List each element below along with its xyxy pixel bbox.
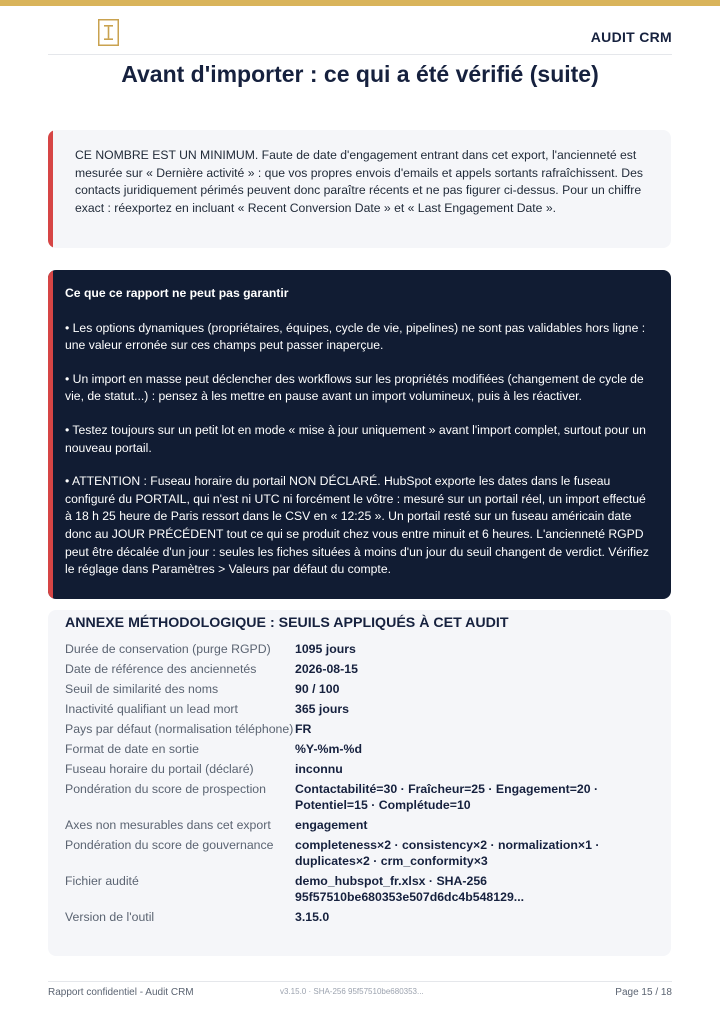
limitation-item: • ATTENTION : Fuseau horaire du portail NON DÉCLARÉ. HubSpot exporte les dates dans le fuseau configuré du PORTAIL, qui n'est ni UTC ni forcément le vôtre : mesuré sur un portail réel, un import effectué à 18 h 25 heure de Paris ressort dans le CSV en « 12:25 ». Un portail resté sur un fuseau américain date donc au JOUR PRÉCÉDENT tout ce qui se produit chez vous entre minuit et 6 heures. L'ancienneté RGPD peut être décalée d'un jour : seules les fiches situées à moins d'un jour du seuil changent de verdict. Vérifiez le réglage dans Paramètres > Valeurs par défaut du compte.	[65, 474, 649, 577]
threshold-value: FR	[295, 722, 312, 736]
header-divider	[48, 54, 672, 55]
threshold-row	[65, 781, 655, 813]
threshold-label: Version de l'outil	[65, 910, 155, 924]
threshold-label: Axes non mesurables dans cet export	[65, 818, 271, 832]
limitation-item: • Un import en masse peut déclencher des workflows sur les propriétés modifiées (changement de cycle de vie, de statut...) : pensez à les mettre en pause avant un import volumineux, puis à les réactiver.	[65, 371, 644, 404]
threshold-row	[65, 661, 655, 677]
footer-divider	[48, 981, 672, 982]
threshold-list	[65, 641, 655, 929]
footer-version: v3.15.0 · SHA-256 95f57510be680353...	[280, 987, 424, 996]
top-accent-bar	[0, 0, 720, 6]
threshold-label: Pondération du score de gouvernance	[65, 838, 274, 852]
threshold-value: completeness×2 · consistency×2 · normalization×1 · duplicates×2 · crm_conformity×3	[295, 838, 600, 868]
threshold-row	[65, 701, 655, 717]
threshold-row	[65, 909, 655, 925]
threshold-value: demo_hubspot_fr.xlsx · SHA-256 95f57510be680353e507d6dc4b548129...	[295, 874, 525, 904]
threshold-row	[65, 817, 655, 833]
page-title: Avant d'importer : ce qui a été vérifié (suite)	[121, 61, 599, 87]
threshold-row	[65, 641, 655, 657]
threshold-label: Format de date en sortie	[65, 742, 199, 756]
threshold-label: Pays par défaut (normalisation téléphone)	[65, 722, 294, 736]
minimum-note-box	[48, 130, 671, 248]
page-number: Page 15 / 18	[615, 987, 672, 998]
brand-name: AUDIT CRM	[590, 29, 672, 45]
threshold-value: engagement	[295, 818, 368, 832]
limitations-box	[48, 270, 671, 599]
threshold-label: Fichier audité	[65, 874, 139, 888]
threshold-value: 1095 jours	[295, 642, 356, 656]
threshold-value: 365 jours	[295, 702, 349, 716]
threshold-row	[65, 837, 655, 869]
threshold-row	[65, 681, 655, 697]
annex-title: ANNEXE MÉTHODOLOGIQUE : SEUILS APPLIQUÉS À CET AUDIT	[65, 615, 509, 631]
threshold-value: %Y-%m-%d	[295, 742, 362, 756]
minimum-note-text: CE NOMBRE EST UN MINIMUM. Faute de date d'engagement entrant dans cet export, l'ancienneté est mesurée sur « Dernière activité » : que vos propres envois d'emails et appels sortants rafraîchissent. Des contacts juridiquement périmés peuvent donc paraître récents et ne pas figurer ci-dessus. Pour un chiffre exact : réexportez en incluant « Recent Conversion Date » et « Last Engagement Date ».	[75, 148, 643, 215]
threshold-label: Pondération du score de prospection	[65, 782, 266, 796]
threshold-label: Durée de conservation (purge RGPD)	[65, 642, 271, 656]
threshold-label: Inactivité qualifiant un lead mort	[65, 702, 238, 716]
methodology-annex	[48, 610, 671, 956]
limitations-title: Ce que ce rapport ne peut pas garantir	[65, 286, 289, 300]
limitation-item: • Testez toujours sur un petit lot en mode « mise à jour uniquement » avant l'import complet, surtout pour un nouveau portail.	[65, 422, 646, 455]
threshold-label: Fuseau horaire du portail (déclaré)	[65, 762, 254, 776]
threshold-value: inconnu	[295, 762, 343, 776]
threshold-row	[65, 761, 655, 777]
footer-confidential: Rapport confidentiel - Audit CRM	[48, 987, 194, 998]
threshold-value: 2026-08-15	[295, 662, 358, 676]
threshold-value: 3.15.0	[295, 910, 330, 924]
threshold-row	[65, 721, 655, 737]
threshold-value: 90 / 100	[295, 682, 340, 696]
threshold-value: Contactabilité=30 · Fraîcheur=25 · Engagement=20 · Potentiel=15 · Complétude=10	[295, 782, 599, 812]
pillar-logo-icon	[98, 19, 119, 46]
threshold-row	[65, 741, 655, 757]
threshold-row	[65, 873, 655, 905]
threshold-label: Seuil de similarité des noms	[65, 682, 219, 696]
limitation-item: • Les options dynamiques (propriétaires, équipes, cycle de vie, pipelines) ne sont pas validables hors ligne : une valeur erronée sur ces champs peut passer inaperçue.	[65, 320, 646, 353]
threshold-label: Date de référence des anciennetés	[65, 662, 257, 676]
